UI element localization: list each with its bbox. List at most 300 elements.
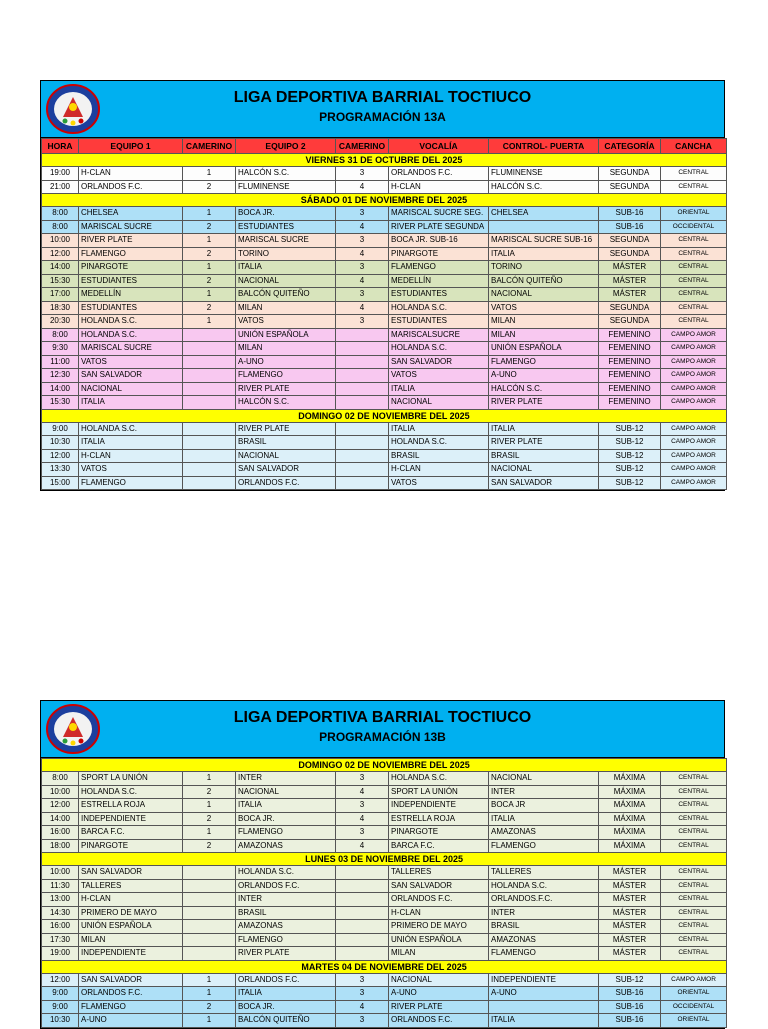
table-cell: ORLANDOS F.C. bbox=[236, 973, 336, 987]
table-cell: HOLANDA S.C. bbox=[236, 866, 336, 880]
table-row bbox=[42, 812, 727, 826]
table-cell: H-CLAN bbox=[79, 449, 183, 463]
table-cell: HOLANDA S.C. bbox=[489, 879, 599, 893]
table-cell: RIVER PLATE SEGUNDA bbox=[389, 220, 489, 234]
table-cell: SUB-16 bbox=[599, 207, 661, 221]
table-cell: CENTRAL bbox=[661, 301, 727, 315]
table-cell: H-CLAN bbox=[389, 180, 489, 194]
table-cell: FLAMENGO bbox=[79, 1000, 183, 1014]
table-cell: HALCÓN S.C. bbox=[236, 396, 336, 410]
table-cell: CENTRAL bbox=[661, 893, 727, 907]
table-cell: MÁXIMA bbox=[599, 826, 661, 840]
table-cell: 1 bbox=[183, 799, 236, 813]
table-cell: 12:00 bbox=[42, 247, 79, 261]
table-cell: NACIONAL bbox=[79, 382, 183, 396]
table-cell: FEMENINO bbox=[599, 355, 661, 369]
table-cell: CENTRAL bbox=[661, 920, 727, 934]
table-cell: PINARGOTE bbox=[79, 839, 183, 853]
table-cell: CAMPO AMOR bbox=[661, 369, 727, 383]
table-cell bbox=[183, 382, 236, 396]
table-cell: FLAMENGO bbox=[79, 247, 183, 261]
table-cell: 13:30 bbox=[42, 463, 79, 477]
day-header-row bbox=[42, 759, 727, 772]
table-cell bbox=[336, 342, 389, 356]
table-cell: SUB-16 bbox=[599, 987, 661, 1001]
table-cell: 19:00 bbox=[42, 947, 79, 961]
table-cell: 2 bbox=[183, 247, 236, 261]
table-cell bbox=[183, 449, 236, 463]
table-cell: CAMPO AMOR bbox=[661, 973, 727, 987]
table-cell: ORLANDOS F.C. bbox=[389, 167, 489, 181]
table-cell: CAMPO AMOR bbox=[661, 449, 727, 463]
table-cell: ITALIA bbox=[389, 422, 489, 436]
table-cell: BALCÓN QUITEÑO bbox=[236, 1014, 336, 1028]
table-cell: VATOS bbox=[79, 463, 183, 477]
table-cell: 20:30 bbox=[42, 315, 79, 329]
table-cell: NACIONAL bbox=[489, 288, 599, 302]
column-header: CANCHA bbox=[661, 139, 727, 154]
table-cell: 4 bbox=[336, 220, 389, 234]
table-cell: 2 bbox=[183, 1000, 236, 1014]
table-cell: SUB-12 bbox=[599, 973, 661, 987]
table-cell: 2 bbox=[183, 839, 236, 853]
table-cell: FLAMENGO bbox=[236, 826, 336, 840]
schedule-sheet-13b bbox=[40, 700, 725, 1029]
table-cell: OCCIDENTAL bbox=[661, 1000, 727, 1014]
table-cell bbox=[183, 396, 236, 410]
table-cell bbox=[489, 220, 599, 234]
table-cell: CENTRAL bbox=[661, 274, 727, 288]
table-cell: FEMENINO bbox=[599, 369, 661, 383]
table-cell: FLAMENGO bbox=[236, 369, 336, 383]
table-cell: NACIONAL bbox=[489, 772, 599, 786]
table-cell: CENTRAL bbox=[661, 839, 727, 853]
table-cell: BALCÓN QUITEÑO bbox=[489, 274, 599, 288]
table-row bbox=[42, 355, 727, 369]
table-cell: ITALIA bbox=[489, 247, 599, 261]
table-cell: A-UNO bbox=[389, 987, 489, 1001]
table-cell: CENTRAL bbox=[661, 315, 727, 329]
table-cell: HOLANDA S.C. bbox=[389, 301, 489, 315]
table-cell: HOLANDA S.C. bbox=[79, 328, 183, 342]
table-cell: MEDELLÍN bbox=[389, 274, 489, 288]
table-cell: ITALIA bbox=[489, 422, 599, 436]
table-cell: SAN SALVADOR bbox=[489, 476, 599, 490]
table-cell bbox=[336, 893, 389, 907]
table-row bbox=[42, 396, 727, 410]
table-cell bbox=[336, 422, 389, 436]
table-cell: 4 bbox=[336, 785, 389, 799]
table-cell: SEGUNDA bbox=[599, 301, 661, 315]
table-cell: NACIONAL bbox=[389, 973, 489, 987]
table-cell: 4 bbox=[336, 301, 389, 315]
table-cell: CENTRAL bbox=[661, 785, 727, 799]
table-cell bbox=[336, 396, 389, 410]
table-cell: VATOS bbox=[389, 476, 489, 490]
day-label: MARTES 04 DE NOVIEMBRE DEL 2025 bbox=[42, 960, 727, 973]
table-cell: RIVER PLATE bbox=[489, 436, 599, 450]
table-cell: 8:00 bbox=[42, 220, 79, 234]
table-cell: 3 bbox=[336, 826, 389, 840]
table-cell: H-CLAN bbox=[389, 906, 489, 920]
table-cell: 15:30 bbox=[42, 274, 79, 288]
table-cell: FLAMENGO bbox=[489, 947, 599, 961]
table-cell: AMAZONAS bbox=[489, 933, 599, 947]
table-cell: ORLANDOS F.C. bbox=[389, 893, 489, 907]
table-cell: AMAZONAS bbox=[236, 920, 336, 934]
day-label: DOMINGO 02 DE NOVIEMBRE DEL 2025 bbox=[42, 409, 727, 422]
table-cell: RIVER PLATE bbox=[79, 234, 183, 248]
table-cell: CAMPO AMOR bbox=[661, 355, 727, 369]
table-cell: HOLANDA S.C. bbox=[389, 436, 489, 450]
table-row bbox=[42, 799, 727, 813]
table-cell: MÁXIMA bbox=[599, 785, 661, 799]
table-cell: ORLANDOS F.C. bbox=[236, 476, 336, 490]
table-cell: 2 bbox=[183, 301, 236, 315]
table-cell: CAMPO AMOR bbox=[661, 328, 727, 342]
table-cell: CAMPO AMOR bbox=[661, 342, 727, 356]
table-cell: MARISCAL SUCRE bbox=[236, 234, 336, 248]
table-cell: ITALIA bbox=[389, 382, 489, 396]
table-cell: PINARGOTE bbox=[389, 247, 489, 261]
day-label: DOMINGO 02 DE NOVIEMBRE DEL 2025 bbox=[42, 759, 727, 772]
table-cell: CENTRAL bbox=[661, 261, 727, 275]
table-cell: HOLANDA S.C. bbox=[389, 772, 489, 786]
table-cell: SEGUNDA bbox=[599, 315, 661, 329]
table-cell: INDEPENDIENTE bbox=[489, 973, 599, 987]
table-cell: CENTRAL bbox=[661, 933, 727, 947]
table-cell: 8:00 bbox=[42, 772, 79, 786]
table-cell: ESTUDIANTES bbox=[79, 301, 183, 315]
table-cell: CENTRAL bbox=[661, 288, 727, 302]
table-cell: ITALIA bbox=[236, 261, 336, 275]
table-cell: 3 bbox=[336, 315, 389, 329]
table-cell: 3 bbox=[336, 207, 389, 221]
table-cell: 14:00 bbox=[42, 261, 79, 275]
table-cell: CHELSEA bbox=[489, 207, 599, 221]
sheet-header bbox=[41, 81, 724, 138]
column-header: CAMERINO bbox=[336, 139, 389, 154]
table-cell: 16:00 bbox=[42, 920, 79, 934]
table-cell: 3 bbox=[336, 973, 389, 987]
table-cell: TALLERES bbox=[489, 866, 599, 880]
table-cell: CAMPO AMOR bbox=[661, 463, 727, 477]
table-cell: ORLANDOS F.C. bbox=[389, 1014, 489, 1028]
table-cell: VATOS bbox=[389, 369, 489, 383]
table-row bbox=[42, 261, 727, 275]
table-cell: ORLANDOS F.C. bbox=[79, 180, 183, 194]
table-cell: 14:00 bbox=[42, 382, 79, 396]
table-cell: 3 bbox=[336, 987, 389, 1001]
table-cell: HALCÓN S.C. bbox=[236, 167, 336, 181]
table-cell bbox=[336, 920, 389, 934]
table-cell: SEGUNDA bbox=[599, 167, 661, 181]
table-cell: CENTRAL bbox=[661, 180, 727, 194]
table-cell: MILAN bbox=[489, 328, 599, 342]
table-row bbox=[42, 234, 727, 248]
table-cell: CENTRAL bbox=[661, 247, 727, 261]
table-cell bbox=[336, 382, 389, 396]
table-cell: VATOS bbox=[489, 301, 599, 315]
table-row bbox=[42, 879, 727, 893]
table-cell: TORINO bbox=[236, 247, 336, 261]
column-header-row bbox=[42, 139, 727, 154]
table-cell: 10:00 bbox=[42, 866, 79, 880]
table-cell: HOLANDA S.C. bbox=[79, 315, 183, 329]
table-cell: UNIÓN ESPAÑOLA bbox=[236, 328, 336, 342]
table-cell: 4 bbox=[336, 274, 389, 288]
table-cell: PRIMERO DE MAYO bbox=[389, 920, 489, 934]
table-cell: SEGUNDA bbox=[599, 234, 661, 248]
table-cell: 21:00 bbox=[42, 180, 79, 194]
table-cell: INTER bbox=[236, 772, 336, 786]
table-cell: A-UNO bbox=[489, 987, 599, 1001]
table-cell: 14:00 bbox=[42, 812, 79, 826]
table-cell: 1 bbox=[183, 1014, 236, 1028]
column-header: VOCALÍA bbox=[389, 139, 489, 154]
table-cell: INTER bbox=[489, 906, 599, 920]
table-cell: MARISCALSUCRE bbox=[389, 328, 489, 342]
table-cell: 4 bbox=[336, 839, 389, 853]
table-cell: BALCÓN QUITEÑO bbox=[236, 288, 336, 302]
table-cell: 16:00 bbox=[42, 826, 79, 840]
table-cell: CENTRAL bbox=[661, 167, 727, 181]
table-row bbox=[42, 167, 727, 181]
table-cell: 4 bbox=[336, 812, 389, 826]
table-cell: SEGUNDA bbox=[599, 247, 661, 261]
table-cell: UNIÓN ESPAÑOLA bbox=[79, 920, 183, 934]
table-cell: INTER bbox=[236, 893, 336, 907]
table-cell: SUB-12 bbox=[599, 476, 661, 490]
table-cell: HOLANDA S.C. bbox=[79, 422, 183, 436]
table-cell: MÁSTER bbox=[599, 893, 661, 907]
table-row bbox=[42, 906, 727, 920]
table-cell: INTER bbox=[489, 785, 599, 799]
table-cell: CAMPO AMOR bbox=[661, 422, 727, 436]
table-cell: NACIONAL bbox=[389, 396, 489, 410]
table-cell: CENTRAL bbox=[661, 826, 727, 840]
table-cell: SPORT LA UNIÓN bbox=[389, 785, 489, 799]
schedule-table bbox=[41, 758, 727, 1028]
table-cell: BOCA JR. SUB-16 bbox=[389, 234, 489, 248]
table-row bbox=[42, 301, 727, 315]
table-cell: ORLANDOS F.C. bbox=[236, 879, 336, 893]
day-header-row bbox=[42, 409, 727, 422]
table-cell: BARCA F.C. bbox=[79, 826, 183, 840]
table-cell: ESTUDIANTES bbox=[79, 274, 183, 288]
table-cell: A-UNO bbox=[489, 369, 599, 383]
table-cell: AMAZONAS bbox=[489, 826, 599, 840]
table-cell: 4 bbox=[336, 1000, 389, 1014]
table-cell bbox=[183, 947, 236, 961]
table-cell: MÁXIMA bbox=[599, 772, 661, 786]
table-cell: 1 bbox=[183, 167, 236, 181]
table-cell: PINARGOTE bbox=[389, 826, 489, 840]
column-header: CONTROL- PUERTA bbox=[489, 139, 599, 154]
table-cell: 3 bbox=[336, 167, 389, 181]
table-cell: ESTRELLA ROJA bbox=[389, 812, 489, 826]
table-cell: 9:00 bbox=[42, 422, 79, 436]
table-cell: SAN SALVADOR bbox=[79, 973, 183, 987]
table-cell: RIVER PLATE bbox=[236, 422, 336, 436]
table-row bbox=[42, 476, 727, 490]
table-cell bbox=[336, 476, 389, 490]
table-cell: MÁSTER bbox=[599, 947, 661, 961]
table-cell: MARISCAL SUCRE bbox=[79, 220, 183, 234]
table-cell bbox=[489, 1000, 599, 1014]
table-cell: 3 bbox=[336, 261, 389, 275]
table-cell: ITALIA bbox=[236, 987, 336, 1001]
schedule-table bbox=[41, 138, 727, 490]
table-cell: ITALIA bbox=[79, 396, 183, 410]
table-cell: MÁSTER bbox=[599, 288, 661, 302]
day-header-row bbox=[42, 194, 727, 207]
table-cell: CAMPO AMOR bbox=[661, 382, 727, 396]
table-cell: CHELSEA bbox=[79, 207, 183, 221]
table-cell: 2 bbox=[183, 220, 236, 234]
table-cell: 8:00 bbox=[42, 328, 79, 342]
table-cell: 14:30 bbox=[42, 906, 79, 920]
table-cell: MÁSTER bbox=[599, 906, 661, 920]
table-cell: SUB-12 bbox=[599, 449, 661, 463]
table-cell: H-CLAN bbox=[389, 463, 489, 477]
table-cell: MÁSTER bbox=[599, 933, 661, 947]
table-row bbox=[42, 933, 727, 947]
table-cell: 4 bbox=[336, 180, 389, 194]
table-row bbox=[42, 274, 727, 288]
table-cell: 1 bbox=[183, 826, 236, 840]
table-cell: MÁSTER bbox=[599, 261, 661, 275]
table-cell: ORIENTAL bbox=[661, 987, 727, 1001]
table-cell: MÁSTER bbox=[599, 879, 661, 893]
table-cell bbox=[183, 906, 236, 920]
table-cell bbox=[183, 369, 236, 383]
table-row bbox=[42, 436, 727, 450]
table-row bbox=[42, 920, 727, 934]
table-cell: 12:00 bbox=[42, 449, 79, 463]
table-cell: BRASIL bbox=[236, 436, 336, 450]
table-cell: NACIONAL bbox=[236, 274, 336, 288]
table-row bbox=[42, 247, 727, 261]
table-cell: 10:00 bbox=[42, 785, 79, 799]
table-cell: ORIENTAL bbox=[661, 207, 727, 221]
table-cell: MÁXIMA bbox=[599, 812, 661, 826]
table-cell: 3 bbox=[336, 288, 389, 302]
table-cell: FLAMENGO bbox=[79, 476, 183, 490]
table-cell: SPORT LA UNIÓN bbox=[79, 772, 183, 786]
table-cell: 9:30 bbox=[42, 342, 79, 356]
table-cell: 1 bbox=[183, 261, 236, 275]
table-cell: 12:30 bbox=[42, 369, 79, 383]
table-cell: RIVER PLATE bbox=[489, 396, 599, 410]
table-cell: 8:00 bbox=[42, 207, 79, 221]
day-header-row bbox=[42, 853, 727, 866]
program-subtitle: PROGRAMACIÓN 13B bbox=[319, 730, 446, 744]
table-cell: CENTRAL bbox=[661, 799, 727, 813]
table-cell: BOCA JR. bbox=[236, 207, 336, 221]
table-cell: 3 bbox=[336, 234, 389, 248]
table-cell: 9:00 bbox=[42, 987, 79, 1001]
table-cell: INDEPENDIENTE bbox=[389, 799, 489, 813]
table-cell: SAN SALVADOR bbox=[389, 355, 489, 369]
table-cell: VATOS bbox=[236, 315, 336, 329]
table-cell: UNIÓN ESPAÑOLA bbox=[389, 933, 489, 947]
table-cell: 1 bbox=[183, 207, 236, 221]
table-cell: MARISCAL SUCRE SUB-16 bbox=[489, 234, 599, 248]
table-row bbox=[42, 893, 727, 907]
table-cell: H-CLAN bbox=[79, 167, 183, 181]
column-header: HORA bbox=[42, 139, 79, 154]
table-row bbox=[42, 288, 727, 302]
table-cell: MÁSTER bbox=[599, 866, 661, 880]
table-cell: ESTUDIANTES bbox=[389, 315, 489, 329]
table-row bbox=[42, 839, 727, 853]
table-cell: 12:00 bbox=[42, 973, 79, 987]
table-cell: CENTRAL bbox=[661, 879, 727, 893]
table-cell bbox=[183, 328, 236, 342]
table-cell: MILAN bbox=[236, 342, 336, 356]
column-header: EQUIPO 2 bbox=[236, 139, 336, 154]
table-cell: BOCA JR. bbox=[236, 812, 336, 826]
league-title: LIGA DEPORTIVA BARRIAL TOCTIUCO bbox=[233, 89, 532, 106]
table-cell: HOLANDA S.C. bbox=[389, 342, 489, 356]
table-cell: 18:00 bbox=[42, 839, 79, 853]
table-cell: MÁSTER bbox=[599, 920, 661, 934]
table-cell: FEMENINO bbox=[599, 342, 661, 356]
column-header: CATEGORÍA bbox=[599, 139, 661, 154]
table-cell: CENTRAL bbox=[661, 234, 727, 248]
table-cell bbox=[336, 369, 389, 383]
table-cell: CAMPO AMOR bbox=[661, 476, 727, 490]
table-cell: A-UNO bbox=[236, 355, 336, 369]
day-header-row bbox=[42, 960, 727, 973]
table-cell: 11:30 bbox=[42, 879, 79, 893]
table-cell bbox=[183, 355, 236, 369]
table-cell: ITALIA bbox=[489, 1014, 599, 1028]
table-cell: INDEPENDIENTE bbox=[79, 947, 183, 961]
table-row bbox=[42, 449, 727, 463]
table-cell: 1 bbox=[183, 234, 236, 248]
table-cell bbox=[336, 449, 389, 463]
table-cell: 3 bbox=[336, 772, 389, 786]
table-cell: 12:00 bbox=[42, 799, 79, 813]
table-cell: NACIONAL bbox=[489, 463, 599, 477]
table-cell: CENTRAL bbox=[661, 812, 727, 826]
table-row bbox=[42, 382, 727, 396]
table-row bbox=[42, 180, 727, 194]
table-cell: 19:00 bbox=[42, 167, 79, 181]
table-cell: SEGUNDA bbox=[599, 180, 661, 194]
table-cell: ORLANDOS.F.C. bbox=[489, 893, 599, 907]
table-cell: 13:00 bbox=[42, 893, 79, 907]
table-cell: FLAMENGO bbox=[389, 261, 489, 275]
schedule-sheet-13a bbox=[40, 80, 725, 491]
table-cell: 10:00 bbox=[42, 234, 79, 248]
table-cell: RIVER PLATE bbox=[236, 947, 336, 961]
table-cell: SUB-16 bbox=[599, 1014, 661, 1028]
table-cell: SUB-16 bbox=[599, 220, 661, 234]
table-cell: BRASIL bbox=[489, 920, 599, 934]
table-cell: FEMENINO bbox=[599, 382, 661, 396]
table-row bbox=[42, 866, 727, 880]
table-row bbox=[42, 463, 727, 477]
table-cell: 15:30 bbox=[42, 396, 79, 410]
table-cell: ORLANDOS F.C. bbox=[79, 987, 183, 1001]
table-cell bbox=[336, 463, 389, 477]
table-cell: AMAZONAS bbox=[236, 839, 336, 853]
table-cell bbox=[336, 906, 389, 920]
table-cell: SAN SALVADOR bbox=[236, 463, 336, 477]
